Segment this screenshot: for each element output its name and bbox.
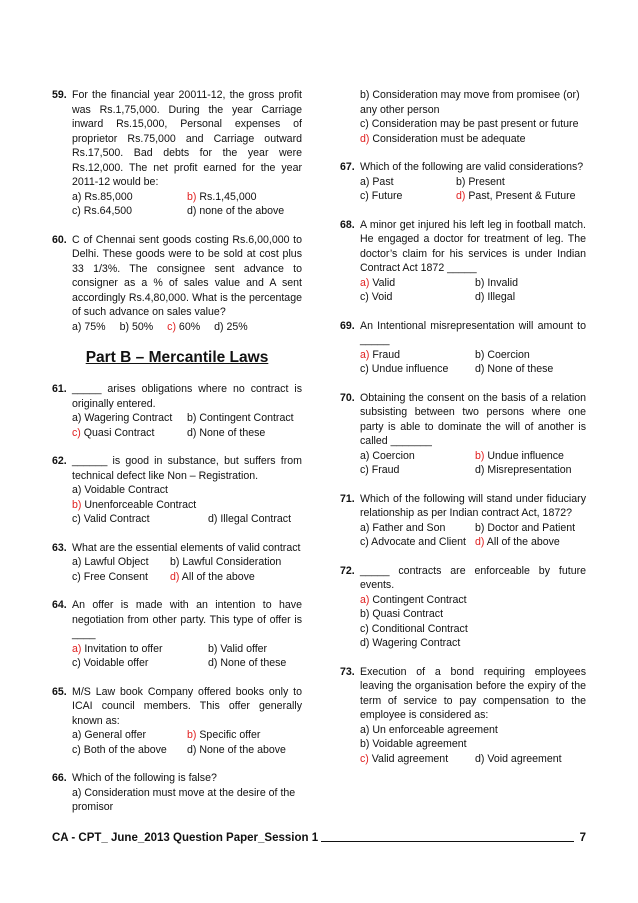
option-a: a) Un enforceable agreement	[360, 723, 498, 736]
option-c: c) Advocate and Client	[360, 536, 467, 548]
answer-marker: a)	[360, 276, 370, 289]
option-d: d) None of these	[475, 363, 554, 375]
question-number: 65.	[52, 685, 67, 698]
question-66	[52, 771, 302, 815]
question-number: 59.	[52, 89, 67, 101]
question-65	[52, 685, 302, 758]
answer-marker: d)	[360, 132, 370, 145]
question-text: C of Chennai sent goods costing Rs.6,00,000 to Delhi. These goods were to be sold at cost plus 33 1/3%. The consignee sent advance to consigner as a % of sales value and A sent accordingly Rs.4,80,000. What is the percentage of such advance on sales value?	[72, 233, 302, 318]
right-column	[340, 88, 586, 780]
option-d: d) None of the above	[187, 743, 286, 756]
option-d: d) Illegal	[475, 291, 516, 303]
question-68	[340, 218, 586, 305]
option-c: c) Fraud	[360, 464, 400, 476]
option-b: b) Undue influence	[475, 449, 564, 462]
answer-marker: b)	[187, 190, 197, 203]
question-text: For the financial year 20011-12, the gross profit was Rs.1,75,000. During the year Carriage inward Rs.15,000, Personal expenses of proprietor Rs.75,000 and Carriage outward Rs.17,500. Bad debts for the year were Rs.12,000. The net profit earned for the year 2011-12 would be:	[72, 89, 302, 188]
option-c: c) Both of the above	[72, 743, 167, 756]
answer-marker: a)	[360, 593, 370, 606]
question-69	[340, 319, 586, 377]
question-61	[52, 382, 302, 440]
question-text: What are the essential elements of valid contract	[72, 541, 301, 554]
options-row	[360, 752, 586, 767]
option-d: d) All of the above	[475, 536, 560, 548]
question-71	[340, 492, 586, 550]
option-b: b) Doctor and Patient	[475, 521, 576, 534]
question-number: 67.	[340, 161, 355, 173]
options	[72, 483, 302, 512]
question-text: An offer is made with an intention to have negotiation from other party. This type of offer is ____	[72, 599, 302, 640]
question-number: 60.	[52, 233, 67, 246]
question-number: 66.	[52, 772, 67, 784]
option-d: d) Wagering Contract	[360, 637, 461, 649]
option-c: c) Valid Contract	[72, 513, 150, 525]
answer-marker: d)	[456, 190, 466, 202]
answer-marker: b)	[475, 449, 485, 462]
options	[360, 593, 586, 651]
answer-marker: a)	[360, 348, 370, 361]
option-d: d) none of the above	[187, 205, 285, 217]
question-text: Which of the following will stand under fiduciary relationship as per Indian contract Act, 1872?	[360, 492, 586, 519]
option-a: a) Father and Son	[360, 521, 446, 534]
answer-marker: c)	[72, 426, 81, 439]
option-b: b) Voidable agreement	[360, 738, 467, 750]
question-number: 69.	[340, 319, 355, 332]
option-a: a) Contingent Contract	[360, 593, 467, 606]
option-c: c) Void	[360, 291, 393, 303]
question-text: M/S Law book Company offered books only to ICAI council members. This offer generally known as:	[72, 685, 302, 727]
option-b: b) 50%	[119, 320, 154, 333]
option-d: d) Consideration must be adequate	[360, 132, 526, 145]
options	[72, 320, 302, 335]
question-73	[340, 665, 586, 767]
answer-marker: d)	[475, 536, 485, 548]
question-67	[340, 160, 586, 204]
option-a: a) Rs.85,000	[72, 190, 133, 203]
option-a: a) Voidable Contract	[72, 484, 168, 496]
question-number: 68.	[340, 218, 355, 231]
options-row	[72, 512, 302, 527]
option-b: b) Consideration may move from promisee (or) any other person	[360, 89, 580, 116]
option-a: a) General offer	[72, 729, 147, 741]
question-62	[52, 454, 302, 527]
answer-marker: b)	[187, 729, 197, 741]
options	[360, 88, 586, 146]
option-b: b) Valid offer	[208, 642, 268, 655]
option-b: b) Coercion	[475, 348, 530, 361]
option-d: d) All of the above	[170, 570, 255, 583]
option-b: b) Present	[456, 175, 505, 188]
option-c: c) Rs.64,500	[72, 205, 133, 217]
question-number: 62.	[52, 455, 67, 467]
option-c: c) Free Consent	[72, 570, 148, 583]
question-text: _____ arises obligations where no contract is originally entered.	[72, 383, 302, 410]
option-b: b) Invalid	[475, 276, 518, 289]
question-text: An Intentional misrepresentation will amount to _____	[360, 319, 586, 346]
option-c: c) Future	[360, 190, 403, 202]
answer-marker: d)	[170, 570, 180, 583]
option-b: b) Unenforceable Contract	[72, 498, 197, 511]
option-c: c) Consideration may be past present or future	[360, 118, 579, 130]
option-b: b) Lawful Consideration	[170, 556, 282, 568]
question-72	[340, 564, 586, 651]
answer-marker: a)	[72, 642, 82, 655]
option-c: c) 60%	[167, 320, 201, 333]
option-a: a) Consideration must move at the desire of the promisor	[72, 786, 296, 813]
options	[360, 175, 586, 204]
option-d: d) Misrepresentation	[475, 464, 572, 476]
option-a: a) Coercion	[360, 449, 415, 462]
page-footer	[52, 831, 586, 844]
option-d: d) Void agreement	[475, 752, 562, 765]
option-a: a) Lawful Object	[72, 556, 149, 568]
question-number: 72.	[340, 564, 355, 577]
question-number: 71.	[340, 492, 355, 505]
option-a: a) Past	[360, 175, 394, 188]
option-c: c) Conditional Contract	[360, 622, 468, 635]
question-text: Which of the following are valid considerations?	[360, 161, 584, 173]
option-d: d) Past, Present & Future	[456, 190, 576, 202]
answer-marker: c)	[167, 320, 176, 333]
question-text: _____ contracts are enforceable by future events.	[360, 564, 586, 591]
option-b: b) Specific offer	[187, 729, 261, 741]
question-text: Which of the following is false?	[72, 772, 217, 784]
question-text: Execution of a bond requiring employees leaving the organisation before the expiry of the term of service to pay compensation to the employee is considered as:	[360, 665, 586, 721]
options	[72, 642, 302, 671]
options	[360, 348, 586, 377]
options	[360, 449, 586, 478]
option-a: a) Invitation to offer	[72, 642, 163, 655]
question-number: 61.	[52, 383, 67, 395]
question-59	[52, 88, 302, 219]
option-d: d) Illegal Contract	[208, 513, 292, 525]
option-d: d) None of these	[208, 657, 287, 669]
options	[360, 723, 586, 752]
question-number: 63.	[52, 541, 67, 554]
question-66-continued	[340, 88, 586, 146]
options	[360, 521, 586, 550]
question-70	[340, 391, 586, 478]
question-text: A minor get injured his left leg in football match. He engaged a doctor for treatment of leg. The doctor’s claim for his services is under Indian Contract Act 1872 _____	[360, 218, 586, 274]
question-63	[52, 541, 302, 585]
answer-marker: c)	[360, 752, 369, 765]
option-c: c) Valid agreement	[360, 752, 449, 765]
question-text: ______ is good in substance, but suffers from technical defect like Non – Registration.	[72, 455, 302, 482]
question-text: Obtaining the consent on the basis of a relation subsisting between two persons where one party is able to dominate the will of another is called _______	[360, 391, 586, 447]
options	[72, 728, 302, 757]
section-title: Part B – Mercantile Laws	[85, 349, 269, 366]
question-64	[52, 598, 302, 671]
question-number: 73.	[340, 665, 355, 678]
footer-rule	[321, 831, 574, 842]
options	[72, 555, 302, 584]
option-b: b) Contingent Contract	[187, 412, 294, 424]
option-c: c) Undue influence	[360, 363, 449, 375]
answer-marker: b)	[72, 498, 82, 511]
left-column	[52, 88, 302, 829]
option-a: a) Fraud	[360, 348, 401, 361]
option-b: b) Rs.1,45,000	[187, 190, 257, 203]
page-number: 7	[579, 832, 586, 844]
option-a: a) 75%	[72, 320, 106, 333]
question-60	[52, 233, 302, 335]
options	[360, 276, 586, 305]
option-d: d) 25%	[214, 320, 248, 333]
option-b: b) Quasi Contract	[360, 608, 444, 620]
question-number: 70.	[340, 391, 355, 404]
option-d: d) None of these	[187, 426, 266, 439]
option-c: c) Voidable offer	[72, 657, 149, 669]
options	[72, 786, 302, 815]
footer-title: CA - CPT_ June_2013 Question Paper_Session 1	[52, 832, 319, 844]
option-a: a) Valid	[360, 276, 396, 289]
options	[72, 190, 302, 219]
options	[72, 411, 302, 440]
option-a: a) Wagering Contract	[72, 412, 173, 424]
question-number: 64.	[52, 599, 67, 611]
option-c: c) Quasi Contract	[72, 426, 155, 439]
